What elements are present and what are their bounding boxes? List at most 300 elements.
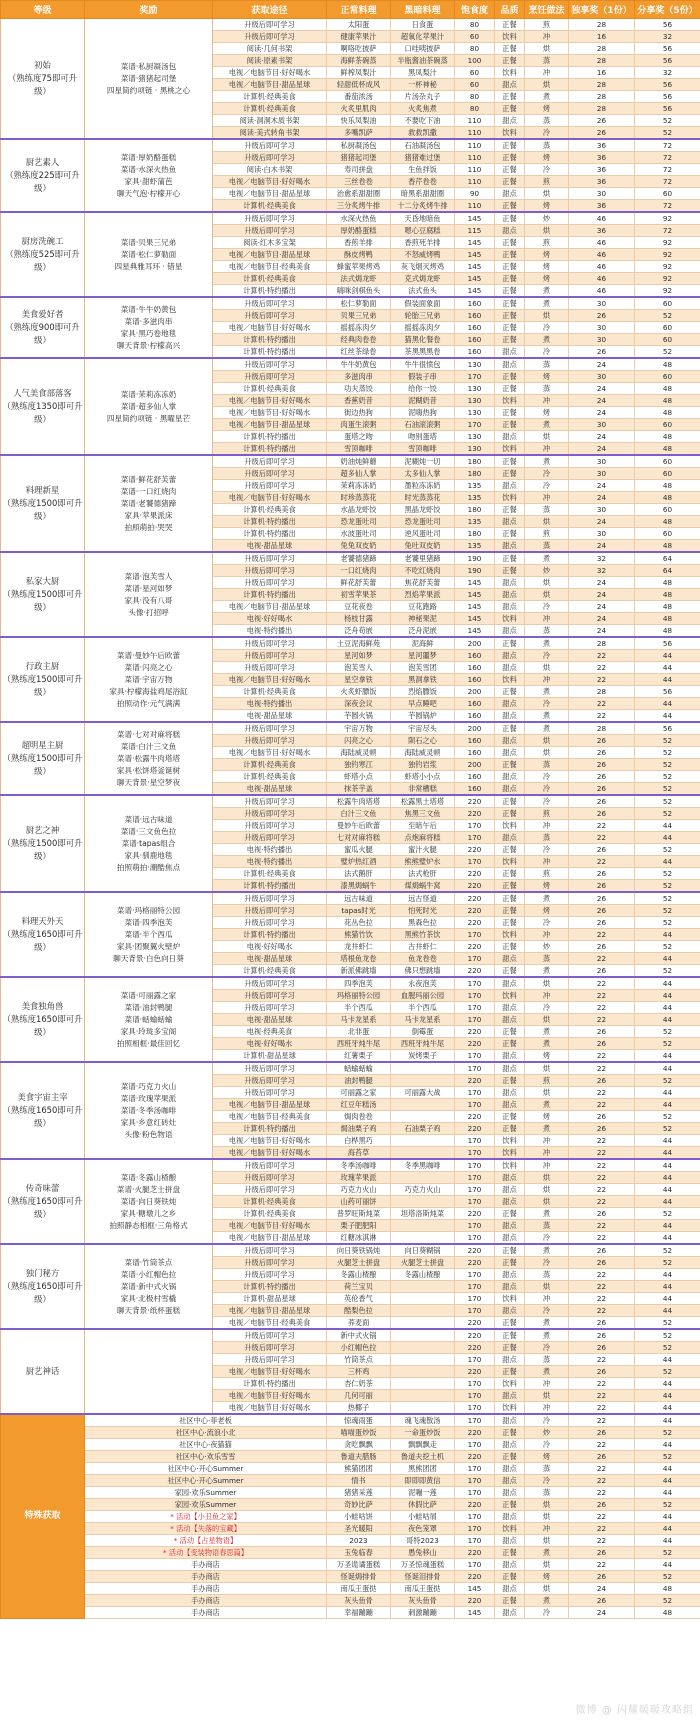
normal-dish-cell: 玛格丽特公园 [327,990,391,1002]
method-cell: 烤 [525,1111,569,1123]
share-reward-cell: 52 [635,844,700,856]
satiety-cell: 145 [455,589,495,601]
share-reward-cell: 52 [635,880,700,893]
method-cell: 蒸 [525,759,569,771]
reward-item: 菜谱·松露牛肉塔塔 [116,753,181,763]
share-reward-cell: 44 [635,1523,700,1535]
satiety-cell: 170 [455,1014,495,1026]
satiety-cell: 220 [455,1329,495,1342]
satiety-cell: 145 [455,285,495,298]
solo-reward-cell: 30 [569,188,635,200]
dark-dish-cell: 远古怪道 [391,892,455,905]
level-cell [1,552,85,637]
method-cell: 煮 [525,1123,569,1135]
satiety-cell: 130 [455,383,495,395]
share-reward-cell: 52 [635,905,700,917]
solo-reward-cell: 46 [569,249,635,261]
satiety-cell: 180 [455,455,495,468]
quality-cell: 正餐 [495,868,525,880]
quality-cell: 甜点 [495,1439,525,1451]
method-cell: 冷 [525,795,569,808]
quality-cell: 正餐 [495,1026,525,1038]
dark-dish-cell: 嗯心豆腐糕 [391,225,455,237]
dark-dish-cell: 泥海鲜 [391,637,455,650]
satiety-cell: 145 [455,237,495,249]
share-reward-cell: 52 [635,965,700,978]
dark-dish-cell: 虾塔小小点 [391,771,455,783]
quality-cell: 正餐 [495,880,525,893]
method-cell: 冷 [525,1475,569,1487]
normal-dish-cell: 竹筒茶点 [327,1354,391,1366]
source-cell: 社区中心·菲老板 [85,1414,327,1427]
solo-reward-cell: 26 [569,1075,635,1087]
normal-dish-cell: 恐龙蛋吐司 [327,516,391,528]
method-cell: 蒸 [525,1487,569,1499]
solo-reward-cell: 22 [569,856,635,868]
quality-cell: 饮料 [495,856,525,868]
dark-dish-cell: 给你一饺 [391,383,455,395]
reward-cell [85,637,213,722]
source-cell: 电视·经典美食 [213,1026,327,1038]
method-cell: 烘 [525,577,569,589]
share-reward-cell: 64 [635,552,700,565]
normal-dish-cell: 北非蛋 [327,1026,391,1038]
satiety-cell: 160 [455,783,495,796]
share-reward-cell: 44 [635,1184,700,1196]
method-cell: 冲 [525,1159,569,1172]
source-cell: 计算机·经典美食 [213,759,327,771]
dark-dish-cell: 陨石之心 [391,735,455,747]
normal-dish-cell: 白汁三文鱼 [327,808,391,820]
normal-dish-cell: 小红帽色拉 [327,1342,391,1354]
normal-dish-cell: 英伦香气 [327,1293,391,1305]
source-cell: 电视／电脑节目·甜品星球 [213,79,327,91]
dark-dish-cell: 点炮麻将糕 [391,832,455,844]
table-row [1,1329,700,1342]
reward-item: 菜谱·tapas组合 [121,838,176,848]
share-reward-cell: 52 [635,1038,700,1050]
quality-cell: 正餐 [495,565,525,577]
dark-dish-cell [391,1317,455,1330]
satiety-cell: 145 [455,1607,495,1619]
share-reward-cell: 44 [635,856,700,868]
normal-dish-cell: 多嘴凯萨 [327,127,391,140]
quality-cell: 甜点 [495,747,525,759]
dark-dish-cell: 黑洞拿铁 [391,674,455,686]
satiety-cell: 160 [455,650,495,662]
level-name: 特殊获取 [24,1511,61,1521]
level-condition: （熟练度75即可升级） [7,73,78,96]
quality-cell: 正餐 [495,892,525,905]
source-cell: 电视／电脑节目·好好喝水 [213,395,327,407]
solo-reward-cell: 24 [569,613,635,625]
dark-dish-cell: 焦花舒芙蕾 [391,577,455,589]
dark-dish-cell [391,1305,455,1317]
reward-item: 菜谱·闪亮之心 [124,662,173,672]
satiety-cell: 170 [455,1475,495,1487]
normal-dish-cell: 三分炙烤牛排 [327,200,391,213]
dark-dish-cell: 熊熊璧炉水 [391,856,455,868]
share-reward-cell: 56 [635,79,700,91]
share-reward-cell: 52 [635,1595,700,1607]
solo-reward-cell: 22 [569,1414,635,1427]
normal-dish-cell: 治愈系甜甜圈 [327,188,391,200]
source-cell: 社区中心·夜猫猫 [85,1439,327,1451]
solo-reward-cell: 26 [569,1111,635,1123]
quality-cell: 正餐 [495,212,525,225]
method-cell: 蒸 [525,1463,569,1475]
method-cell: 冲 [525,1135,569,1147]
reward-item: 菜谱·松仁萝勒面 [120,249,177,259]
normal-dish-cell: 七对对麻将糕 [327,832,391,844]
dark-dish-cell [391,1147,455,1160]
reward-item: 菜谱·巧克力火山 [120,1081,177,1091]
dark-dish-cell: 黑熊团团 [391,1463,455,1475]
normal-dish-cell: 超多仙人掌 [327,468,391,480]
reward-item: 菜谱·老饕德猪蹄 [120,498,177,508]
method-cell: 冷 [525,1002,569,1014]
source-cell: 计算机·经典美食 [213,91,327,103]
share-reward-cell: 52 [635,1571,700,1583]
satiety-cell: 220 [455,917,495,929]
level-condition: （熟练度1350即可升级） [2,401,83,424]
dark-dish-cell: 黑晶龙虾饺 [391,504,455,516]
dark-dish-cell: 万圣惊魂蛋糕 [391,1559,455,1571]
quality-cell: 甜点 [495,1414,525,1427]
source-cell: 计算机·特约播出 [213,334,327,346]
level-condition: （熟练度900即可升级） [5,322,80,345]
reward-cell [85,892,213,977]
quality-cell: 正餐 [495,176,525,188]
share-reward-cell: 92 [635,285,700,298]
quality-cell: 正餐 [495,43,525,55]
satiety-cell: 170 [455,371,495,383]
level-cell [1,1244,85,1329]
source-cell: 升级后即可学习 [213,31,327,43]
table-row [1,1607,700,1619]
source-cell: 升级后即可学习 [213,1342,327,1354]
satiety-cell: 110 [455,127,495,140]
dark-dish-cell: 逆风蛋吐司 [391,528,455,540]
solo-reward-cell: 26 [569,1547,635,1559]
source-cell: 电视·特约播出 [213,698,327,710]
solo-reward-cell: 26 [569,1571,635,1583]
source-cell: 家园·欢乐Summer [85,1487,327,1499]
quality-cell: 正餐 [495,103,525,115]
dark-dish-cell: 老饕里猪蹄 [391,552,455,565]
source-cell: 升级后即可学习 [213,1329,327,1342]
share-reward-cell: 56 [635,103,700,115]
quality-cell: 饮料 [495,1159,525,1172]
source-cell: 电视／电脑节目·好好喝水 [213,1402,327,1415]
quality-cell: 正餐 [495,795,525,808]
method-cell: 煮 [525,965,569,978]
solo-reward-cell: 30 [569,468,635,480]
share-reward-cell: 52 [635,1329,700,1342]
dark-dish-cell: 口哇咦披萨 [391,43,455,55]
dark-dish-cell: 一命蛋炒饭 [391,1427,455,1439]
share-reward-cell: 60 [635,334,700,346]
solo-reward-cell: 26 [569,844,635,856]
share-reward-cell: 48 [635,625,700,638]
solo-reward-cell: 26 [569,1038,635,1050]
solo-reward-cell: 26 [569,917,635,929]
dark-dish-cell: 泡芙雪团 [391,662,455,674]
solo-reward-cell: 28 [569,103,635,115]
dark-dish-cell: 宇宙尽头 [391,722,455,735]
normal-dish-cell: 松露牛肉塔塔 [327,795,391,808]
share-reward-cell: 48 [635,480,700,492]
quality-cell: 饮料 [495,31,525,43]
share-reward-cell: 44 [635,1147,700,1160]
share-reward-cell: 52 [635,892,700,905]
source-cell: 计算机·经典美食 [213,1196,327,1208]
quality-cell: 饮料 [495,613,525,625]
solo-reward-cell: 36 [569,164,635,176]
dark-dish-cell: 倒霉蛋 [391,1026,455,1038]
share-reward-cell: 48 [635,492,700,504]
method-cell: 蒸 [525,504,569,516]
dark-dish-cell: 可丽露大战 [391,1087,455,1099]
source-cell: 升级后即可学习 [213,832,327,844]
table-row [1,892,700,905]
quality-cell: 正餐 [495,552,525,565]
source-cell: 升级后即可学习 [213,1062,327,1075]
solo-reward-cell: 26 [569,1208,635,1220]
level-cell [1,1329,85,1414]
header-row [1,1,700,19]
share-reward-cell: 44 [635,1172,700,1184]
solo-reward-cell: 22 [569,1062,635,1075]
quality-cell: 正餐 [495,1499,525,1511]
table-row [1,795,700,808]
solo-reward-cell: 28 [569,722,635,735]
satiety-cell: 220 [455,880,495,893]
solo-reward-cell: 30 [569,455,635,468]
source-cell: 升级后即可学习 [213,977,327,990]
share-reward-cell: 44 [635,1002,700,1014]
solo-reward-cell: 26 [569,1427,635,1439]
dark-dish-cell: 片汤杂丸子 [391,91,455,103]
method-cell: 冷 [525,1439,569,1451]
reward-item: 家具·乡意红砖灶 [120,1117,177,1127]
solo-reward-cell: 22 [569,1402,635,1415]
table-row [1,139,700,152]
dark-dish-cell [391,1232,455,1245]
satiety-cell: 170 [455,820,495,832]
share-reward-cell: 44 [635,698,700,710]
share-reward-cell: 52 [635,1366,700,1378]
normal-dish-cell: 向日葵铁锅炖 [327,1244,391,1257]
normal-dish-cell: 抹茶芋盖 [327,783,391,796]
source-cell: 计算机·特约播出 [213,1378,327,1390]
table-row [1,1511,700,1523]
method-cell: 煮 [525,1208,569,1220]
share-reward-cell: 48 [635,577,700,589]
dark-dish-cell: 烈焰膘饭 [391,686,455,698]
quality-cell: 甜点 [495,1354,525,1366]
level-name: 私家大厨 [25,576,60,586]
normal-dish-cell: 鲜花舒芙蕾 [327,577,391,589]
method-cell: 煮 [525,1038,569,1050]
quality-cell: 甜点 [495,1002,525,1014]
normal-dish-cell: 小蛙咕饼 [327,1511,391,1523]
source-cell: 计算机·经典美食 [213,273,327,285]
normal-dish-cell: 奶油炖鲜蘑 [327,455,391,468]
share-reward-cell: 52 [635,1451,700,1463]
share-reward-cell: 44 [635,1414,700,1427]
satiety-cell: 220 [455,1026,495,1038]
reward-item: 菜谱·三文鱼色拉 [120,826,177,836]
share-reward-cell: 44 [635,1463,700,1475]
share-reward-cell: 52 [635,747,700,759]
normal-dish-cell: 初雪苹果茶 [327,589,391,601]
normal-dish-cell: 火炙虾膘饭 [327,686,391,698]
share-reward-cell: 48 [635,443,700,456]
reward-cell [85,212,213,297]
quality-cell: 甜点 [495,1269,525,1281]
satiety-cell: 220 [455,941,495,953]
quality-cell: 甜点 [495,1305,525,1317]
source-cell: 计算机·经典美食 [213,383,327,395]
reward-item: 菜谱·白汁三文鱼 [120,741,177,751]
solo-reward-cell: 26 [569,1329,635,1342]
solo-reward-cell: 46 [569,273,635,285]
method-cell: 蒸 [525,1220,569,1232]
method-cell: 蒸 [525,540,569,553]
source-cell: 阅读·红木多宝架 [213,237,327,249]
normal-dish-cell: 厚奶酪蛋糕 [327,225,391,237]
normal-dish-cell: 蛋塔之吻 [327,431,391,443]
satiety-cell: 170 [455,1487,495,1499]
solo-reward-cell: 26 [569,310,635,322]
satiety-cell: 160 [455,310,495,322]
quality-cell: 正餐 [495,261,525,273]
quality-cell: 饮料 [495,127,525,140]
normal-dish-cell: 蜜瓜火腿 [327,844,391,856]
dark-dish-cell [391,1281,455,1293]
header-solo-reward: 独享奖（1份） [569,1,635,19]
reward-cell [85,795,213,892]
solo-reward-cell: 24 [569,431,635,443]
solo-reward-cell: 32 [569,552,635,565]
satiety-cell: 220 [455,1123,495,1135]
quality-cell: 正餐 [495,91,525,103]
normal-dish-cell: 荷兰宝贝 [327,1281,391,1293]
source-cell: 升级后即可学习 [213,1087,327,1099]
source-cell: 电视／电脑节目·好好喝水 [213,407,327,419]
solo-reward-cell: 26 [569,795,635,808]
satiety-cell: 160 [455,674,495,686]
source-cell: 电视／电脑节目·好好喝水 [213,322,327,334]
normal-dish-cell: 街边热狗 [327,407,391,419]
level-name: 厨房洗碗工 [21,236,64,246]
method-cell: 煮 [525,455,569,468]
method-cell: 烤 [525,261,569,273]
quality-cell: 正餐 [495,200,525,213]
reward-cell [85,455,213,552]
solo-reward-cell: 22 [569,1390,635,1402]
quality-cell: 甜点 [495,115,525,127]
source-cell: 计算机·经典美食 [213,103,327,115]
share-reward-cell: 60 [635,528,700,540]
solo-reward-cell: 26 [569,941,635,953]
method-cell: 烘 [525,1511,569,1523]
share-reward-cell: 48 [635,516,700,528]
dark-dish-cell: 超氧化苹果汁 [391,31,455,43]
quality-cell: 甜点 [495,1172,525,1184]
satiety-cell: 130 [455,431,495,443]
normal-dish-cell: 热椰子 [327,1402,391,1415]
level-name: 美食独角兽 [21,1001,64,1011]
normal-dish-cell: 快乐凤梨油 [327,115,391,127]
source-cell: 电视·好好喝水 [213,613,327,625]
normal-dish-cell: 深夜会议 [327,698,391,710]
quality-cell: 正餐 [495,1451,525,1463]
solo-reward-cell: 26 [569,1257,635,1269]
table-row [1,1463,700,1475]
dark-dish-cell: 冬露山楂酿 [391,1269,455,1281]
reward-item: 聊天背景·柠檬高兴 [116,340,181,350]
normal-dish-cell: 一口红烧肉 [327,565,391,577]
reward-item: 菜谱·泡芙雪人 [124,571,173,581]
satiety-cell: 170 [455,1220,495,1232]
reward-item: 菜谱·茉莉冻冻奶 [120,389,177,399]
method-cell: 冲 [525,1402,569,1415]
method-cell: 烘 [525,1499,569,1511]
solo-reward-cell: 26 [569,905,635,917]
quality-cell: 饮料 [495,1402,525,1415]
method-cell: 烘 [525,188,569,200]
method-cell: 烘 [525,1087,569,1099]
share-reward-cell: 48 [635,383,700,395]
share-reward-cell: 44 [635,820,700,832]
quality-cell: 甜点 [495,79,525,91]
satiety-cell: 170 [455,1232,495,1245]
dark-dish-cell: 愚兔移山 [391,1547,455,1559]
solo-reward-cell: 28 [569,79,635,91]
quality-cell: 正餐 [495,1342,525,1354]
dark-dish-cell: 夜色笼罩 [391,1523,455,1535]
satiety-cell: 170 [455,1159,495,1172]
normal-dish-cell: 焗油栗子鸡 [327,1123,391,1135]
method-cell: 冲 [525,674,569,686]
share-reward-cell: 92 [635,212,700,225]
source-cell: 升级后即可学习 [213,455,327,468]
quality-cell: 甜点 [495,1475,525,1487]
dark-dish-cell: 飘飘飘走 [391,1439,455,1451]
dark-dish-cell: 火炙焦煮 [391,103,455,115]
satiety-cell: 170 [455,1147,495,1160]
satiety-cell: 220 [455,1208,495,1220]
source-cell: 电视·甜品星球 [213,710,327,723]
header-method: 烹饪做法 [525,1,569,19]
solo-reward-cell: 30 [569,322,635,334]
satiety-cell: 170 [455,1184,495,1196]
level-cell [1,297,85,358]
satiety-cell: 170 [455,1354,495,1366]
normal-dish-cell: 酷梨色拉 [327,1305,391,1317]
method-cell: 冷 [525,1607,569,1619]
normal-dish-cell: 远古味道 [327,892,391,905]
dark-dish-cell: 兔吐双皮奶 [391,540,455,553]
dark-dish-cell: 刺激蹦蹦 [391,1607,455,1619]
source-cell: 升级后即可学习 [213,371,327,383]
normal-dish-cell: 虾塔小点 [327,771,391,783]
solo-reward-cell: 24 [569,540,635,553]
quality-cell: 正餐 [495,808,525,820]
satiety-cell: 220 [455,1111,495,1123]
